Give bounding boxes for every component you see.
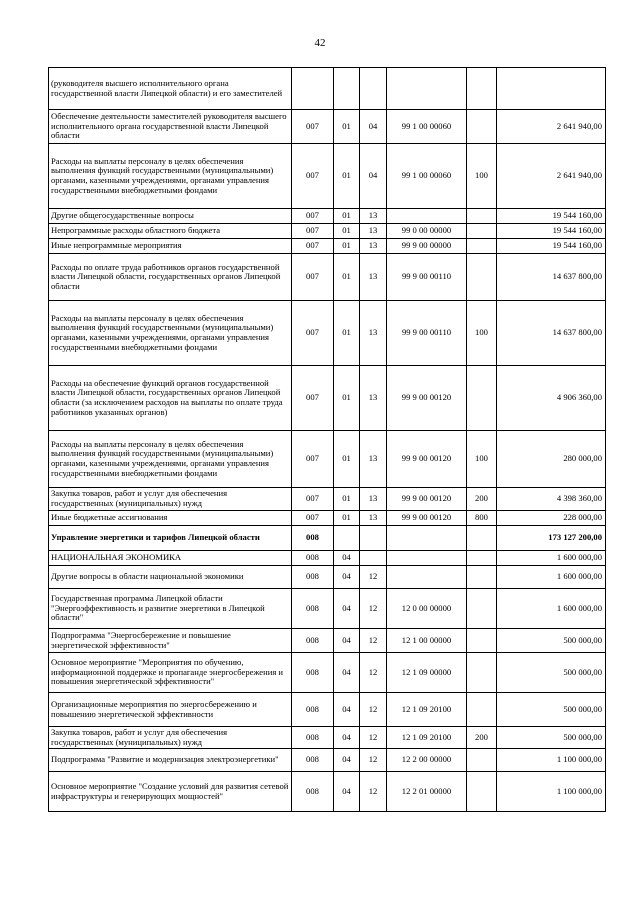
row-expense-kind: 200 — [467, 488, 497, 511]
row-target-article — [387, 566, 467, 589]
table-row — [49, 366, 606, 431]
row-amount: 1 600 000,00 — [497, 566, 606, 589]
row-expense-kind — [467, 224, 497, 239]
row-name: Другие вопросы в области национальной экономики — [49, 566, 292, 589]
row-subsection-code — [360, 526, 387, 551]
row-expense-kind — [467, 254, 497, 301]
row-section-code — [334, 68, 360, 110]
row-section-code: 01 — [334, 144, 360, 209]
row-ministry-code: 007 — [292, 366, 334, 431]
row-section-code: 01 — [334, 254, 360, 301]
row-name: Другие общегосударственные вопросы — [49, 209, 292, 224]
row-subsection-code: 13 — [360, 301, 387, 366]
row-expense-kind — [467, 629, 497, 653]
row-expense-kind — [467, 209, 497, 224]
table-row — [49, 749, 606, 772]
row-expense-kind: 100 — [467, 431, 497, 488]
table-row — [49, 110, 606, 144]
row-subsection-code: 12 — [360, 589, 387, 629]
row-section-code: 01 — [334, 110, 360, 144]
table-row — [49, 629, 606, 653]
row-name: Расходы на выплаты персоналу в целях обеспечения выполнения функций государственными (муниципальными) органами, казенными учреждениями, органами управления государственными внебюджетными фондами — [49, 144, 292, 209]
row-ministry-code: 008 — [292, 589, 334, 629]
table-row — [49, 727, 606, 749]
row-ministry-code: 007 — [292, 144, 334, 209]
row-name: Расходы по оплате труда работников органов государственной власти Липецкой области, государственных органов Липецкой области — [49, 254, 292, 301]
row-name: Подпрограмма "Развитие и модернизация электроэнергетики" — [49, 749, 292, 772]
row-ministry-code: 008 — [292, 749, 334, 772]
row-name: Организационные мероприятия по энергосбережению и повышению энергетической эффективности — [49, 693, 292, 727]
row-name: Иные бюджетные ассигнования — [49, 511, 292, 526]
row-amount: 4 398 360,00 — [497, 488, 606, 511]
row-target-article: 12 1 09 20100 — [387, 727, 467, 749]
row-expense-kind: 800 — [467, 511, 497, 526]
row-expense-kind — [467, 566, 497, 589]
row-subsection-code: 13 — [360, 224, 387, 239]
row-subsection-code: 12 — [360, 749, 387, 772]
row-ministry-code: 007 — [292, 431, 334, 488]
row-section-code: 04 — [334, 566, 360, 589]
row-name: Основное мероприятие "Создание условий для развития сетевой инфраструктуры и генерирующих мощностей" — [49, 772, 292, 812]
row-ministry-code: 008 — [292, 551, 334, 566]
row-ministry-code: 007 — [292, 488, 334, 511]
row-subsection-code: 13 — [360, 254, 387, 301]
row-subsection-code: 12 — [360, 566, 387, 589]
row-ministry-code: 008 — [292, 526, 334, 551]
row-section-code — [334, 526, 360, 551]
row-subsection-code: 13 — [360, 209, 387, 224]
row-subsection-code — [360, 551, 387, 566]
row-amount: 1 100 000,00 — [497, 772, 606, 812]
row-target-article: 12 2 00 00000 — [387, 749, 467, 772]
row-name: Управление энергетики и тарифов Липецкой области — [49, 526, 292, 551]
table-row — [49, 68, 606, 110]
row-amount — [497, 68, 606, 110]
row-section-code: 01 — [334, 366, 360, 431]
row-section-code: 04 — [334, 749, 360, 772]
row-name: Основное мероприятие "Мероприятия по обучению, информационной поддержке и пропаганде энергосбережения и повышения энергетической эффективности" — [49, 653, 292, 693]
row-ministry-code: 008 — [292, 772, 334, 812]
row-amount: 19 544 160,00 — [497, 239, 606, 254]
row-amount: 500 000,00 — [497, 653, 606, 693]
row-amount: 14 637 800,00 — [497, 254, 606, 301]
table-row — [49, 488, 606, 511]
row-subsection-code: 13 — [360, 431, 387, 488]
row-section-code: 01 — [334, 301, 360, 366]
row-ministry-code: 007 — [292, 511, 334, 526]
row-subsection-code: 13 — [360, 239, 387, 254]
row-amount: 1 600 000,00 — [497, 589, 606, 629]
row-ministry-code: 008 — [292, 629, 334, 653]
table-row — [49, 511, 606, 526]
row-ministry-code: 007 — [292, 254, 334, 301]
row-expense-kind — [467, 693, 497, 727]
row-subsection-code — [360, 68, 387, 110]
row-target-article: 12 2 01 00000 — [387, 772, 467, 812]
row-section-code: 04 — [334, 629, 360, 653]
row-target-article: 12 1 09 20100 — [387, 693, 467, 727]
row-section-code: 04 — [334, 772, 360, 812]
row-name: Расходы на обеспечение функций органов государственной власти Липецкой области, государственных органов Липецкой области (за исключением расходов на выплаты по оплате труда работников указанных органов) — [49, 366, 292, 431]
row-name: Расходы на выплаты персоналу в целях обеспечения выполнения функций государственными (муниципальными) органами, казенными учреждениями, органами управления государственными внебюджетными фондами — [49, 431, 292, 488]
row-amount: 1 100 000,00 — [497, 749, 606, 772]
table-row — [49, 653, 606, 693]
row-expense-kind: 100 — [467, 144, 497, 209]
table-row — [49, 693, 606, 727]
row-subsection-code: 13 — [360, 488, 387, 511]
row-section-code: 01 — [334, 431, 360, 488]
row-subsection-code: 12 — [360, 653, 387, 693]
row-name: Подпрограмма "Энергосбережение и повышение энергетической эффективности" — [49, 629, 292, 653]
row-amount: 173 127 200,00 — [497, 526, 606, 551]
row-target-article: 99 9 00 00110 — [387, 301, 467, 366]
row-section-code: 01 — [334, 511, 360, 526]
row-section-code: 01 — [334, 224, 360, 239]
row-subsection-code: 04 — [360, 144, 387, 209]
row-amount: 2 641 940,00 — [497, 110, 606, 144]
row-name: Государственная программа Липецкой области "Энергоэффективность и развитие энергетики в Липецкой области" — [49, 589, 292, 629]
row-section-code: 01 — [334, 209, 360, 224]
row-target-article: 99 1 00 00060 — [387, 144, 467, 209]
row-amount: 19 544 160,00 — [497, 224, 606, 239]
row-target-article: 12 1 00 00000 — [387, 629, 467, 653]
row-amount: 228 000,00 — [497, 511, 606, 526]
row-ministry-code: 008 — [292, 727, 334, 749]
row-target-article: 99 9 00 00120 — [387, 511, 467, 526]
table-row — [49, 209, 606, 224]
row-target-article: 12 1 09 00000 — [387, 653, 467, 693]
table-row — [49, 224, 606, 239]
row-name: Расходы на выплаты персоналу в целях обеспечения выполнения функций государственными (муниципальными) органами, казенными учреждениями, органами управления государственными внебюджетными фондами — [49, 301, 292, 366]
row-subsection-code: 12 — [360, 693, 387, 727]
row-target-article: 12 0 00 00000 — [387, 589, 467, 629]
row-ministry-code: 007 — [292, 224, 334, 239]
row-amount: 14 637 800,00 — [497, 301, 606, 366]
table-row — [49, 526, 606, 551]
row-ministry-code: 008 — [292, 566, 334, 589]
row-section-code: 04 — [334, 589, 360, 629]
row-section-code: 04 — [334, 653, 360, 693]
row-subsection-code: 13 — [360, 511, 387, 526]
row-name: НАЦИОНАЛЬНАЯ ЭКОНОМИКА — [49, 551, 292, 566]
table-row — [49, 431, 606, 488]
row-expense-kind — [467, 239, 497, 254]
row-name: (руководителя высшего исполнительного органа государственной власти Липецкой области) и его заместителей — [49, 68, 292, 110]
table-row — [49, 239, 606, 254]
row-subsection-code: 12 — [360, 772, 387, 812]
row-expense-kind — [467, 589, 497, 629]
row-expense-kind — [467, 110, 497, 144]
row-expense-kind — [467, 653, 497, 693]
row-name: Закупка товаров, работ и услуг для обеспечения государственных (муниципальных) нужд — [49, 488, 292, 511]
row-amount: 19 544 160,00 — [497, 209, 606, 224]
row-name: Иные непрограммные мероприятия — [49, 239, 292, 254]
row-ministry-code: 007 — [292, 209, 334, 224]
row-target-article: 99 9 00 00120 — [387, 366, 467, 431]
row-amount: 2 641 940,00 — [497, 144, 606, 209]
row-name: Обеспечение деятельности заместителей руководителя высшего исполнительного органа государственной власти Липецкой области — [49, 110, 292, 144]
row-ministry-code: 008 — [292, 693, 334, 727]
row-ministry-code: 007 — [292, 301, 334, 366]
budget-table — [48, 67, 606, 812]
row-amount: 500 000,00 — [497, 727, 606, 749]
row-ministry-code: 007 — [292, 239, 334, 254]
row-target-article: 99 9 00 00110 — [387, 254, 467, 301]
row-target-article — [387, 68, 467, 110]
row-amount: 500 000,00 — [497, 629, 606, 653]
row-section-code: 04 — [334, 693, 360, 727]
row-target-article: 99 0 00 00000 — [387, 224, 467, 239]
row-subsection-code: 12 — [360, 727, 387, 749]
row-expense-kind — [467, 772, 497, 812]
row-ministry-code: 008 — [292, 653, 334, 693]
row-target-article: 99 9 00 00000 — [387, 239, 467, 254]
row-expense-kind — [467, 526, 497, 551]
row-section-code: 04 — [334, 727, 360, 749]
table-row — [49, 254, 606, 301]
row-target-article: 99 9 00 00120 — [387, 488, 467, 511]
row-amount: 500 000,00 — [497, 693, 606, 727]
row-name: Закупка товаров, работ и услуг для обеспечения государственных (муниципальных) нужд — [49, 727, 292, 749]
row-name: Непрограммные расходы областного бюджета — [49, 224, 292, 239]
row-subsection-code: 04 — [360, 110, 387, 144]
row-ministry-code: 007 — [292, 110, 334, 144]
row-amount: 280 000,00 — [497, 431, 606, 488]
table-row — [49, 301, 606, 366]
row-expense-kind — [467, 366, 497, 431]
table-row — [49, 772, 606, 812]
row-section-code: 01 — [334, 239, 360, 254]
row-expense-kind: 200 — [467, 727, 497, 749]
row-target-article — [387, 551, 467, 566]
row-expense-kind — [467, 68, 497, 110]
table-row — [49, 589, 606, 629]
row-expense-kind: 100 — [467, 301, 497, 366]
row-subsection-code: 13 — [360, 366, 387, 431]
row-target-article — [387, 526, 467, 551]
row-amount: 4 906 360,00 — [497, 366, 606, 431]
table-row — [49, 566, 606, 589]
row-target-article: 99 1 00 00060 — [387, 110, 467, 144]
row-target-article — [387, 209, 467, 224]
table-row — [49, 144, 606, 209]
budget-table-body — [49, 68, 606, 812]
table-row — [49, 551, 606, 566]
row-subsection-code: 12 — [360, 629, 387, 653]
row-ministry-code — [292, 68, 334, 110]
row-expense-kind — [467, 749, 497, 772]
row-section-code: 04 — [334, 551, 360, 566]
row-expense-kind — [467, 551, 497, 566]
row-target-article: 99 9 00 00120 — [387, 431, 467, 488]
row-amount: 1 600 000,00 — [497, 551, 606, 566]
row-section-code: 01 — [334, 488, 360, 511]
page-number: 42 — [314, 37, 326, 49]
